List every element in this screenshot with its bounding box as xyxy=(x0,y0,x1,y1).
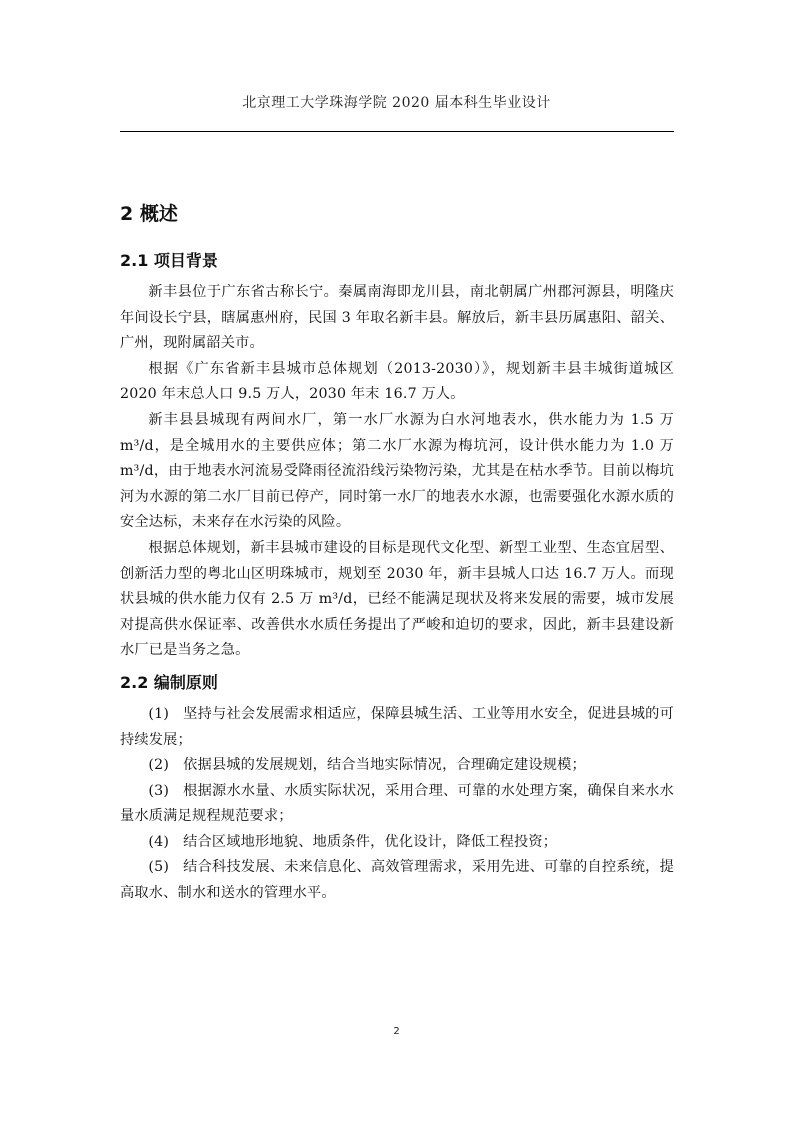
list-item xyxy=(120,855,674,906)
list-item xyxy=(120,830,674,856)
page-header: 北京理工大学珠海学院 2020 届本科生毕业设计 xyxy=(242,95,551,111)
list-number: (3) xyxy=(148,782,170,799)
list-text: 依据县城的发展规划，结合当地实际情况，合理确定建设规模； xyxy=(183,757,586,774)
paragraph: 根据《广东省新丰县城市总体规划（2013-2030）》，规划新丰县丰城街道城区 2020 年末总人口 9.5 万人，2030 年末 16.7 万人。 xyxy=(120,360,674,403)
header-divider xyxy=(120,131,674,132)
section-title: 2.2 编制原则 xyxy=(120,672,218,692)
chapter-title: 2 概述 xyxy=(120,203,178,225)
list-text: 坚持与社会发展需求相适应，保障县城生活、工业等用水安全，促进县城的可持续发展； xyxy=(120,705,674,748)
paragraph: 新丰县位于广东省古称长宁。秦属南海即龙川县，南北朝属广州郡河源县，明隆庆年间设长宁县，瞎属惠州府，民国 3 年取名新丰县。解放后，新丰县历属惠阳、韶关、广州，现附属韶关市。 xyxy=(120,284,674,352)
list-text: 结合科技发展、未来信息化、高效管理需求，采用先进、可靠的自控系统，提高取水、制水和送水的管理水平。 xyxy=(120,859,674,902)
paragraph: 新丰县县城现有两间水厂，第一水厂水源为白水河地表水，供水能力为 1.5 万 m³/d，是全城用水的主要供应体；第二水厂水源为梅坑河，设计供水能力为 1.0 万 m³/d，由于地表水河流易受降雨径流沿线污染物污染，尤其是在枯水季节。目前以梅坑河为水源的第二水厂目前已停产，同时第一水厂的地表水水源，也需要强化水源水质的安全达标，未来存在水污染的风险。 xyxy=(120,411,674,531)
list-text: 结合区域地形地貌、地质条件，优化设计，降低工程投资； xyxy=(183,833,558,850)
section-principles xyxy=(120,670,674,907)
list-item xyxy=(120,779,674,830)
list-number: (4) xyxy=(148,833,170,850)
document-body xyxy=(120,200,674,907)
list-text: 根据源水水量、水质实际状况，采用合理、可靠的水处理方案，确保自来水水量水质满足规程规范要求； xyxy=(120,782,674,825)
paragraph: 根据总体规划，新丰县城市建设的目标是现代文化型、新型工业型、生态宜居型、创新活力型的粤北山区明珠城市，规划至 2030 年，新丰县城人口达 16.7 万人。而现状县城的供水能力仅有 2.5 万 m³/d，已经不能满足现状及将来发展的需要，城市发展对提高供水保证率、改善供水水质任务提出了严峻和迫切的要求，因此，新丰县建设新水厂已是当务之急。 xyxy=(120,539,674,659)
section-title: 2.1 项目背景 xyxy=(120,251,218,270)
page-number: 2 xyxy=(393,1026,400,1037)
list-item xyxy=(120,702,674,753)
list-number: (2) xyxy=(148,757,170,774)
section-project-background xyxy=(120,248,674,664)
list-number: (5) xyxy=(148,859,170,876)
list-number: (1) xyxy=(148,705,170,722)
list-item xyxy=(120,753,674,779)
